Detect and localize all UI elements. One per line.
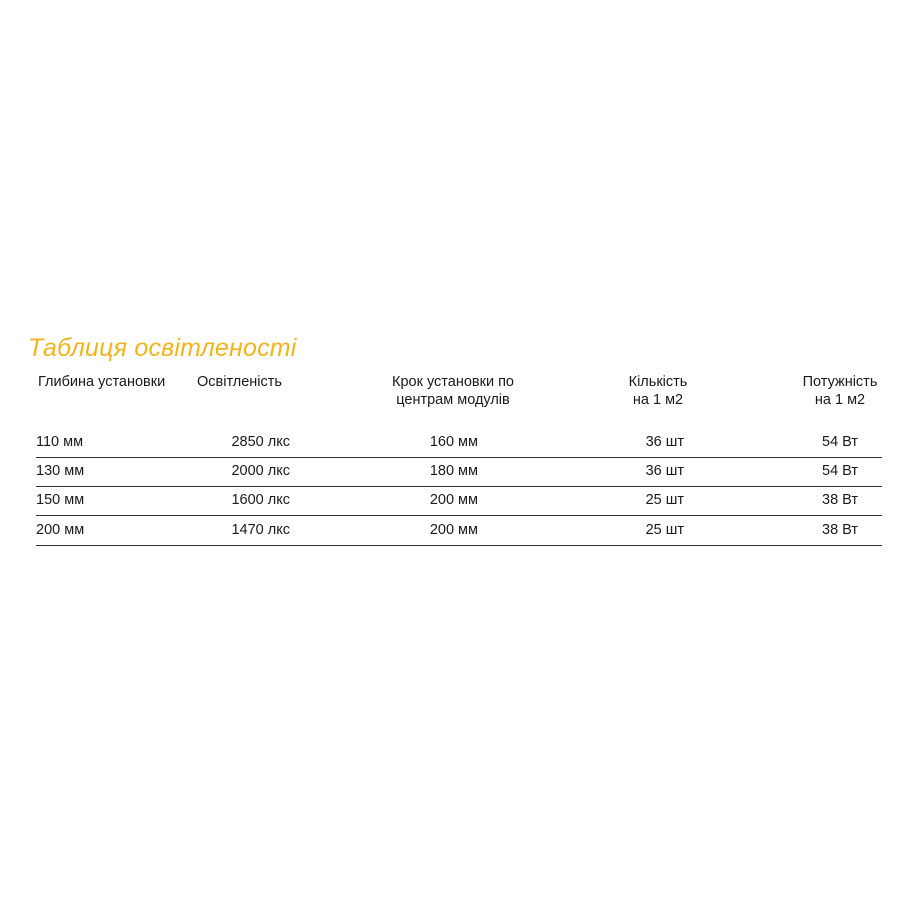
header-quantity [618, 373, 698, 409]
header-power [794, 373, 886, 409]
cell-depth: 110 мм [36, 434, 84, 450]
header-quantity-line-1: Кількість [628, 374, 688, 390]
cell-quantity: 36 шт [645, 434, 684, 450]
cell-step: 180 мм [429, 463, 478, 479]
table-row [36, 486, 882, 516]
cell-step: 200 мм [429, 522, 478, 538]
cell-illuminance: 2850 лкс [231, 434, 290, 450]
header-depth [38, 373, 165, 391]
header-illuminance [197, 373, 282, 391]
header-illuminance-line-1: Освітленість [197, 374, 282, 390]
header-power-line-1: Потужність [802, 374, 878, 390]
cell-quantity: 25 шт [645, 522, 684, 538]
header-power-line-2: на 1 м2 [814, 392, 866, 408]
cell-illuminance: 1470 лкс [231, 522, 290, 538]
table-title: Таблиця освітленості [28, 334, 297, 362]
cell-power: 54 Вт [822, 463, 858, 479]
cell-illuminance: 1600 лкс [231, 492, 290, 508]
cell-power: 38 Вт [822, 522, 858, 538]
cell-depth: 130 мм [36, 463, 85, 479]
cell-step: 160 мм [429, 434, 478, 450]
cell-power: 38 Вт [822, 492, 858, 508]
header-step [386, 373, 520, 409]
header-step-line-2: центрам модулів [396, 392, 510, 408]
cell-depth: 200 мм [36, 522, 85, 538]
header-quantity-line-2: на 1 м2 [632, 392, 684, 408]
table-row [36, 428, 882, 458]
cell-step: 200 мм [429, 492, 478, 508]
cell-depth: 150 мм [36, 492, 85, 508]
cell-quantity: 36 шт [645, 463, 684, 479]
cell-illuminance: 2000 лкс [231, 463, 290, 479]
table-row [36, 457, 882, 487]
header-depth-line-1: Глибина установки [38, 374, 166, 390]
cell-quantity: 25 шт [645, 492, 684, 508]
cell-power: 54 Вт [822, 434, 858, 450]
row-divider [36, 545, 882, 546]
table-row [36, 516, 882, 546]
header-step-line-1: Крок установки по [392, 374, 514, 390]
